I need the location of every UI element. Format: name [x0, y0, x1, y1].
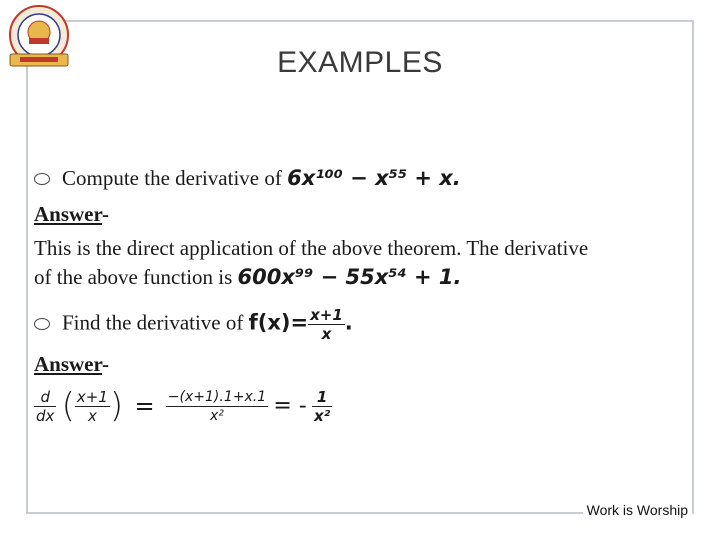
answer-2-equation: $\frac{d}{dx}$ ( $\frac{x+1}{x}$ ) = $\frac{-(x+1).1+x.1}{\text{x²}}$ = - $\frac{1}{\text{x²}}$ — [36, 386, 331, 426]
question-1: Compute the derivative of 6x¹⁰⁰ − x⁵⁵ + x. — [34, 166, 461, 191]
question-2: Find the derivative of f(x)= $\frac{x+1}{x}$ . — [34, 306, 353, 343]
slide-title: EXAMPLES — [277, 46, 443, 79]
answer-1-line-1: This is the direct application of the above theorem. The derivative — [34, 236, 589, 260]
answer-heading-1: Answer- — [34, 202, 110, 226]
expression-2: 600x⁹⁹ − 55x⁵⁴ + 1. — [237, 265, 462, 289]
expression-1: 6x¹⁰⁰ − x⁵⁵ + x. — [287, 166, 461, 190]
answer-1-line-2: of the above function is 600x⁹⁹ − 55x⁵⁴ + 1. — [34, 265, 462, 289]
bullet-icon — [34, 318, 50, 330]
footer-motto: Work is Worship — [583, 500, 692, 520]
answer-heading-2: Answer- — [34, 352, 110, 376]
bullet-icon — [34, 173, 50, 185]
